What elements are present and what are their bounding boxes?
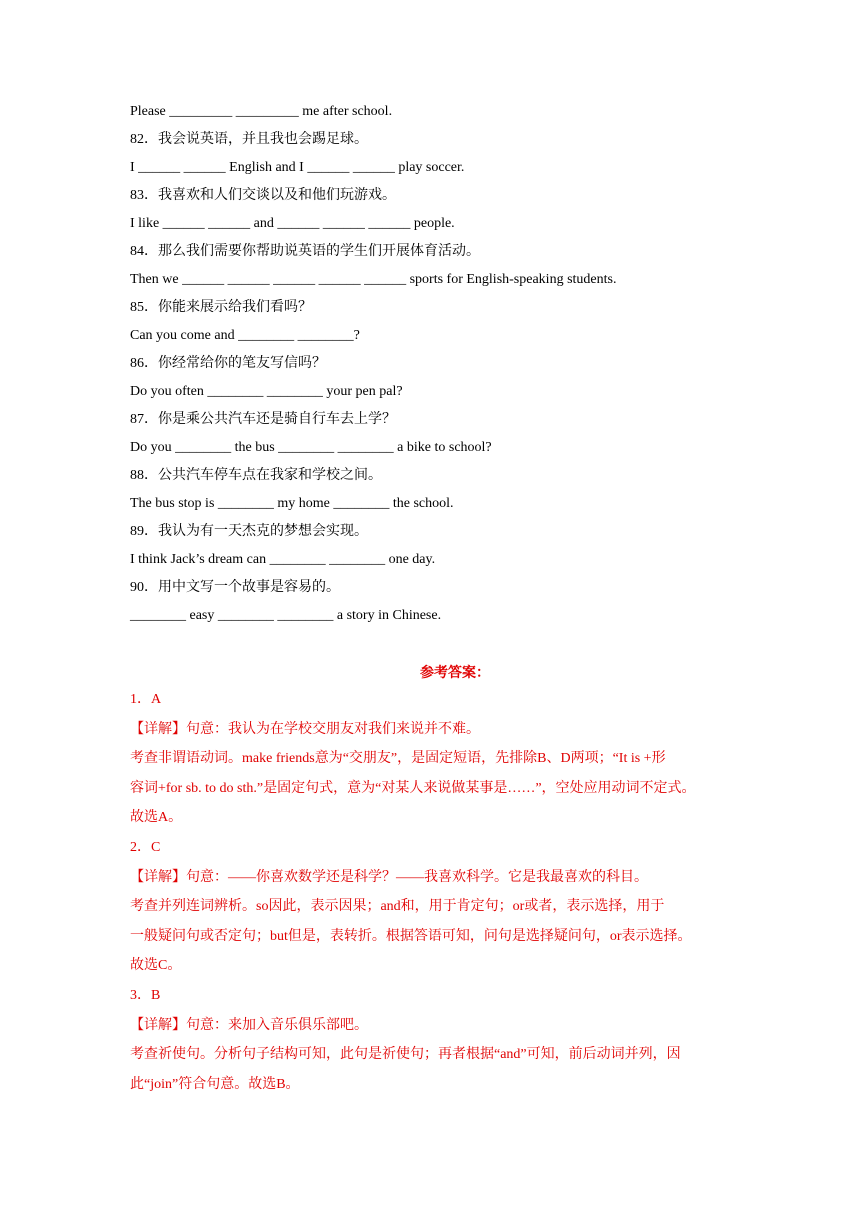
answer-line: 考查非谓语动词。make friends意为“交朋友”，是固定短语，先排除B、D两项；“It is +形: [130, 751, 666, 767]
exercise-line-86-en: Do you often ________ ________ your pen pal?: [130, 384, 403, 399]
exercise-line-85-en: Can you come and ________ ________?: [130, 328, 360, 343]
answer-line: 2．C: [130, 839, 161, 855]
answer-line: 一般疑问句或否定句；but但是，表转折。根据答语可知，问句是选择疑问句，or表示选择。: [130, 928, 692, 944]
answer-line: 考查祈使句。分析句子结构可知，此句是祈使句；再者根据“and”可知，前后动词并列，因: [130, 1047, 681, 1063]
exercise-line-85-cn: 85．你能来展示给我们看吗？: [130, 300, 312, 315]
exercise-line-82-cn: 82．我会说英语，并且我也会踢足球。: [130, 132, 368, 147]
answer-line: 1．A: [130, 692, 162, 707]
answer-line: 故选C。: [130, 958, 182, 974]
answer-line: 【详解】句意：我认为在学校交朋友对我们来说并不难。: [130, 721, 480, 737]
exercise-line-89-cn: 89．我认为有一天杰克的梦想会实现。: [130, 524, 368, 539]
exercise-line-84-en: Then we ______ ______ ______ ______ ______ sports for English-speaking students.: [130, 272, 617, 287]
answer-line: 故选A。: [130, 810, 183, 826]
answer-line: 【详解】句意：——你喜欢数学还是科学？——我喜欢科学。它是我最喜欢的科目。: [130, 869, 648, 885]
exercise-line-87-cn: 87．你是乘公共汽车还是骑自行车去上学？: [130, 412, 396, 427]
exercise-line-90-en: ________ easy ________ ________ a story in Chinese.: [130, 608, 442, 623]
answer-title: 参考答案：: [420, 666, 490, 681]
exercise-line-81-en: Please _________ _________ me after school.: [130, 104, 393, 119]
exercise-line-86-cn: 86．你经常给你的笔友写信吗？: [130, 356, 326, 371]
exercise-line-82-en: I ______ ______ English and I ______ ______ play soccer.: [130, 160, 465, 175]
answer-section: [130, 664, 740, 1104]
exercise-line-87-en: Do you ________ the bus ________ ________ a bike to school?: [130, 440, 492, 455]
answer-line: 3．B: [130, 987, 161, 1003]
answer-line: 【详解】句意：来加入音乐俱乐部吧。: [130, 1017, 368, 1033]
exercise-line-83-cn: 83．我喜欢和人们交谈以及和他们玩游戏。: [130, 188, 396, 203]
exercise-line-84-cn: 84．那么我们需要你帮助说英语的学生们开展体育活动。: [130, 244, 480, 259]
exercise-section: [130, 102, 740, 634]
exercise-line-90-cn: 90．用中文写一个故事是容易的。: [130, 580, 340, 595]
answer-line: 考查并列连词辨析。so因此，表示因果；and和，用于肯定句；or或者，表示选择，用于: [130, 899, 665, 915]
exercise-line-88-cn: 88．公共汽车停车点在我家和学校之间。: [130, 468, 382, 483]
answer-line: 此“join”符合句意。故选B。: [130, 1076, 300, 1092]
exercise-line-83-en: I like ______ ______ and ______ ______ ______ people.: [130, 216, 455, 231]
answer-line: 容词+for sb. to do sth.”是固定句式，意为“对某人来说做某事是……”，空处应用动词不定式。: [130, 780, 696, 796]
exercise-line-89-en: I think Jack’s dream can ________ ________ one day.: [130, 552, 436, 567]
exercise-line-88-en: The bus stop is ________ my home ________ the school.: [130, 496, 454, 511]
